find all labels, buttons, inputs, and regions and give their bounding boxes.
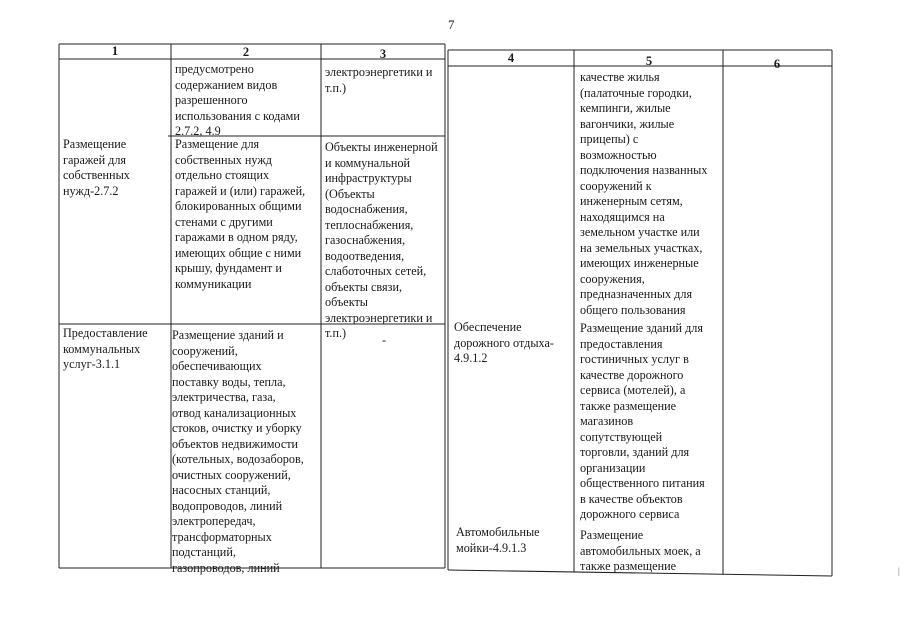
column-header-1: 1 bbox=[111, 44, 119, 58]
car-wash-col5-text: Размещение автомобильных моек, а также размещение bbox=[580, 528, 701, 573]
column-header-3: 3 bbox=[379, 47, 387, 61]
car-wash-col4-text: Автомобильные мойки-4.9.1.3 bbox=[456, 525, 540, 555]
road-rest-col4-text: Обеспечение дорожного отдыха- 4.9.1.2 bbox=[454, 320, 554, 365]
column-header-6: 6 bbox=[773, 57, 781, 71]
column-header-4: 4 bbox=[507, 51, 515, 65]
utilities-col1-text: Предоставление коммунальных услуг-3.1.1 bbox=[63, 326, 148, 371]
continued-col2-text: предусмотрено содержанием видов разрешенного использования с кодами 2.7.2, 4.9 bbox=[175, 62, 300, 138]
scan-edge-mark: | bbox=[898, 566, 900, 576]
garages-col2-text: Размещение для собственных нужд отдельно стоящих гаражей и (или) гаражей, блокированных общими стенами с другими гаражами в одном ряду, имеющих общие с ними крышу, фундамент и коммуникации bbox=[175, 137, 306, 291]
continued-col5-text: качестве жилья (палаточные городки, кемпинги, жилые вагончики, жилые прицепы) с возможностью подключения названных сооружений к инженерным сетям, находящимся на земельном участке или на земельных участках, имеющих инженерные сооружения, предназначенных для общего пользования bbox=[580, 70, 708, 317]
continued-col3-text: электроэнергетики и т.п.) bbox=[325, 65, 433, 95]
column-header-5: 5 bbox=[645, 54, 653, 68]
garages-col3-text: Объекты инженерной и коммунальной инфраструктуры (Объекты водоснабжения, теплоснабжения, газоснабжения, водоотведения, слаботочных сетей, объекты связи, объекты электроэнергетики и т.п.) bbox=[325, 140, 438, 340]
utilities-col2-text: Размещение зданий и сооружений, обеспечивающих поставку воды, тепла, электричества, газа, отвод канализационных стоков, очистку и уборку объектов недвижимости (котельных, водозаборов, очистных сооружений, насосных станций, водопроводов, линий электропередач, трансформаторных подстанций, газопроводов, линий bbox=[172, 328, 304, 575]
page-number: 7 bbox=[448, 17, 455, 32]
road-rest-col5-text: Размещение зданий для предоставления гостиничных услуг в качестве дорожного сервиса (мотелей), а также размещение магазинов сопутствующей торговли, зданий для организации общественного питания в качестве объектов дорожного сервиса bbox=[580, 321, 705, 521]
garages-col1-text: Размещение гаражей для собственных нужд-2.7.2 bbox=[63, 137, 130, 198]
utilities-col3-text: - bbox=[382, 333, 387, 347]
column-header-2: 2 bbox=[242, 45, 250, 59]
